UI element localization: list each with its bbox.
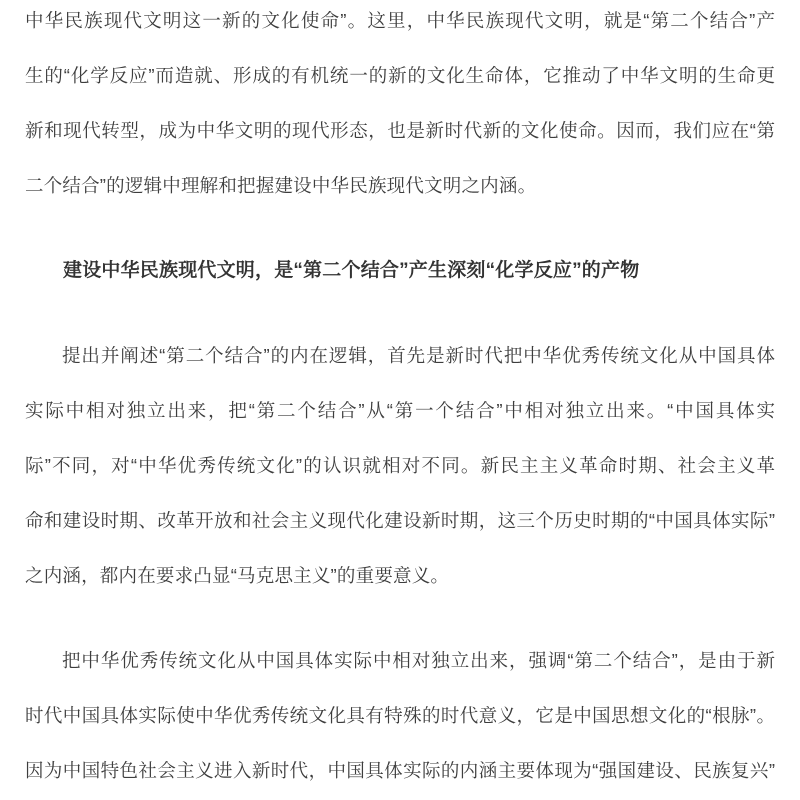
text-line: 命和建设时期、改革开放和社会主义现代化建设新时期，这三个历史时期的“中国具体实际” xyxy=(25,510,775,531)
text-line: 实际中相对独立出来，把“第二个结合”从“第一个结合”中相对独立出来。“中国具体实 xyxy=(25,400,775,421)
text-line: 二个结合”的逻辑中理解和把握建设中华民族现代文明之内涵。 xyxy=(25,175,537,196)
paragraph-traditional-culture xyxy=(25,633,775,798)
text-line: 把中华优秀传统文化从中国具体实际中相对独立出来，强调“第二个结合”，是由于新 xyxy=(62,650,775,671)
paragraph-second-combination-logic xyxy=(25,328,775,603)
heading-text: 建设中华民族现代文明，是“第二个结合”产生深刻“化学反应”的产物 xyxy=(63,260,640,281)
text-line: 时代中国具体实际使中华优秀传统文化具有特殊的时代意义，它是中国思想文化的“根脉”。 xyxy=(25,705,775,726)
text-line: 之内涵，都内在要求凸显“马克思主义”的重要意义。 xyxy=(25,565,450,586)
text-line: 中华民族现代文明这一新的文化使命”。这里，中华民族现代文明，就是“第二个结合”产 xyxy=(25,10,775,31)
text-line: 新和现代转型，成为中华文明的现代形态，也是新时代新的文化使命。因而，我们应在“第 xyxy=(25,120,775,141)
text-line: 因为中国特色社会主义进入新时代，中国具体实际的内涵主要体现为“强国建设、民族复兴” xyxy=(25,760,775,781)
text-line: 提出并阐述“第二个结合”的内在逻辑，首先是新时代把中华优秀传统文化从中国具体 xyxy=(62,345,775,366)
paragraph-continuation xyxy=(25,0,775,213)
text-line: 际”不同，对“中华优秀传统文化”的认识就相对不同。新民主主义革命时期、社会主义革 xyxy=(25,455,775,476)
text-line: 生的“化学反应”而造就、形成的有机统一的新的文化生命体，它推动了中华文明的生命更 xyxy=(25,65,775,86)
section-heading xyxy=(25,243,775,298)
